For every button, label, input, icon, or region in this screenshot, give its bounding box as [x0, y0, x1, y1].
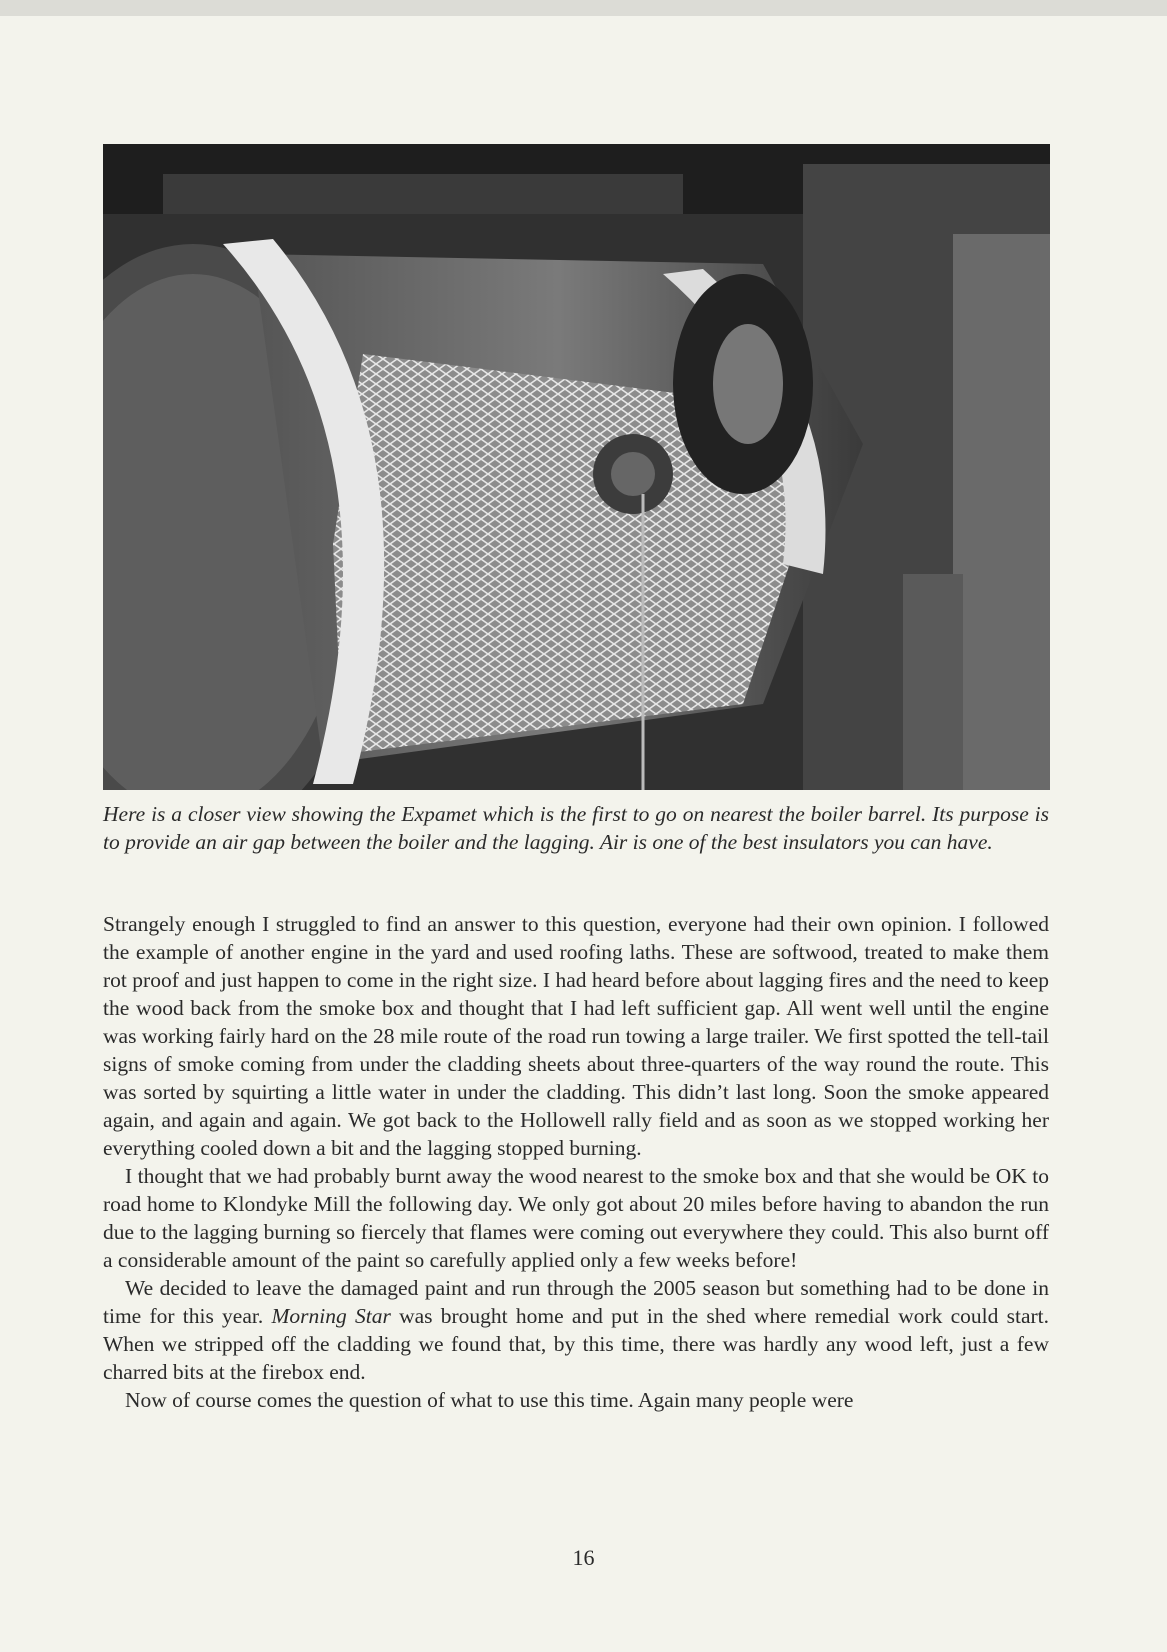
photo-caption: Here is a closer view showing the Expamet which is the first to go on nearest the boiler barrel. Its purpose is to provide an air gap between the boiler and the lagging. Air is one of the best insulators you can have.: [103, 802, 1049, 854]
paragraph-text: We decided to leave the damaged paint and run through the 2005 season but something had to be done in time for this year.: [103, 1276, 1049, 1328]
page-number: 16: [572, 1545, 595, 1570]
paragraph: Strangely enough I struggled to find an answer to this question, everyone had their own opinion. I followed the example of another engine in the yard and used roofing laths. These are softwood, treated to make them rot proof and just happen to come in the right size. I had heard before about lagging fires and the need to keep the wood back from the smoke box and thought that I had left sufficient gap. All went well until the engine was working fairly hard on the 28 mile route of the road run towing a large trailer. We first spotted the tell-tail signs of smoke coming from under the cladding sheets about three-quarters of the way round the route. This was sorted by squirting a little water in under the cladding. This didn’t last long. Soon the smoke appeared again, and again and again. We got back to the Hollowell rally field and as soon as we stopped working her everything cooled down a bit and the lagging stopped burning.: [103, 912, 1049, 1160]
paragraph: [103, 1274, 1049, 1386]
paragraph-text: was brought home and put in the shed where remedial work could start. When we stripped off the cladding we found that, by this time, there was hardly any wood left, just a few charred bits at the firebox end.: [103, 1304, 1050, 1384]
article-body: [103, 910, 1049, 1414]
scan-top-edge: [0, 0, 1167, 16]
engine-name: Morning Star: [271, 1304, 391, 1328]
paragraph: Now of course comes the question of what to use this time. Again many people were: [125, 1388, 854, 1412]
boiler-expamet-photo: [103, 144, 1050, 790]
paragraph: I thought that we had probably burnt away the wood nearest to the smoke box and that she would be OK to road home to Klondyke Mill the following day. We only got about 20 miles before having to abandon the run due to the lagging burning so fiercely that flames were coming out everywhere they could. This also burnt off a considerable amount of the paint so carefully applied only a few weeks before!: [103, 1164, 1049, 1272]
